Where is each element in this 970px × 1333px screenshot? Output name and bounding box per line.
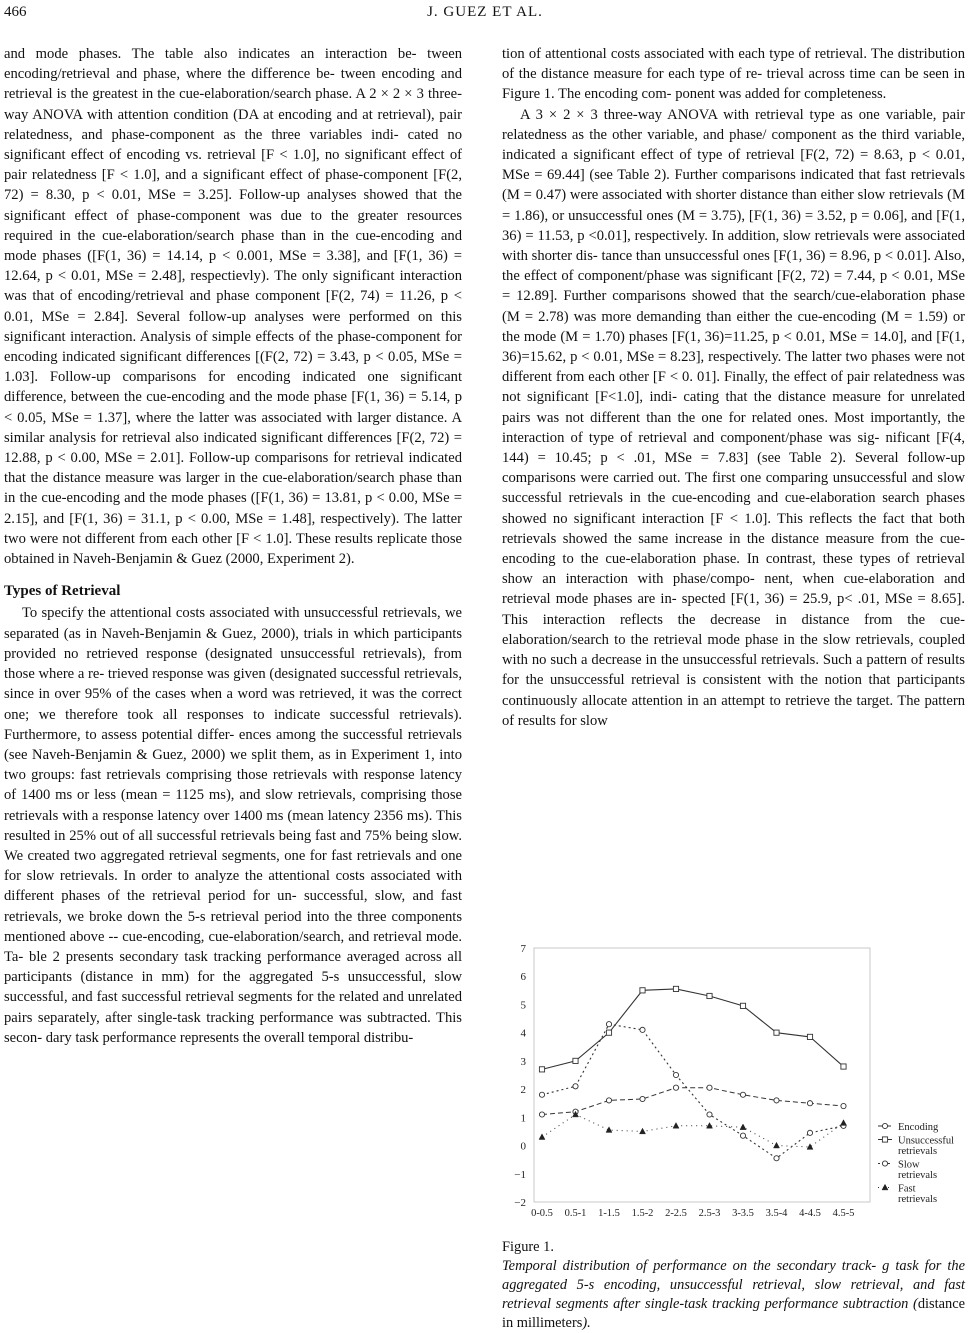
y-tick-label: 3 (520, 1055, 526, 1068)
paragraph: To specify the attentional costs associated with unsuccessful retrievals, we separated (as in Naveh-Benjamin & Guez, 2000), trials in which participants provided no retrieved response (designated unsuccessful retrievals), from those where a re- trieved response was given (designated successful retrievals, since in over 95% of the cases when a word was retrieved, it was the correct one; we therefore took all responses to indicate successful retrievals). Furthermore, to assess potential differ- ences among the successful retrievals (see Naveh-Benjamin & Guez, 2000) we split them, as in Experiment 1, into two groups: fast retrievals comprising those retrievals with response latency of 1400 ms or less (mean = 1125 ms), and slow retrievals, comprising those retrievals with a response latency over 1400 ms (mean latency 2356 ms). This resulted in 25% out of all successful retrievals being fast and 75% being slow. We created two aggregated retrieval segments, one for fast retrievals and one for slow retrievals. In order to analyze the attentional costs associated with different phases of the retrieval period for un- successful, slow, and fast retrievals, we broke down the 5-s retrieval period into the three components mentioned above -- cue-encoding, cue-elaboration/search, and retrieval mode. Ta- ble 2 presents secondary task tracking performance averaged across all participants (distance in mm) for the aggregated 5-s unsuccessful, slow successful, and fast successful retrieval segments for the related and unrelated pairs separately, after single-task tracking performance was subtracted. This secon- dary task performance represents the overall temporal distribu- (4, 605, 462, 1046)
series-3-point (673, 1072, 678, 1077)
right-column (502, 44, 965, 731)
x-tick-label: 0.5-1 (564, 1208, 587, 1219)
legend-label: retrievals (898, 1170, 938, 1181)
legend-label: Encoding (898, 1122, 939, 1133)
running-header (0, 4, 970, 28)
y-tick-label: 4 (520, 1027, 526, 1040)
legend-swatch-marker (882, 1161, 887, 1166)
paragraph: and mode phases. The table also indicates an interaction be- tween encoding/retrieval and phase, where the difference be- tween encoding and retrieval is the greatest in the cue-elaboration/search phase. A 2 × 2 × 3 three-way ANOVA with attention condition (DA at encoding and at retrieval), pair relatedness, and phase-component as the three variables indi- cated no significant effect of encoding vs. retrieval [F < 1.0], no significant effect of pair relatedness [F < 1.0], and a significant effect of phase-component [F(2, 72) = 8.30, p < 0.01, MSe = 3.25]. Follow-up analyses showed that the significant effect of phase-component was due to the greater resources required in the cue-elaboration/search phase than in the cue-encoding and mode phases ([F(1, 36) = 14.14, p < 0.001, MSe = 3.38], and [F(1, 36) = 12.64, p < 0.01, MSe = 2.48], respectievly). The only significant interaction was that of encoding/retrieval and phase component [F(2, 74) = 11.26, p < 0.01, MSe = 2.84]. Several follow-up analyses were performed on this significant interaction. Analysis of simple effects of the phase-component for encoding indicated significant differences [(F(2, 72) = 3.43, p < 0.05, MSe = 1.03]. Follow-up comparisons for encoding indicated one significant difference, between the cue-encoding and the mode phase [F(1, 36) = 5.14, p < 0.05, MSe = 1.37], where the latter was associated with larger distance. A similar analysis for retrieval also indicated significant differences [F(2, 72) = 12.88, p < 0.00, MSe = 2.01]. Follow-up comparisons for retrieval indicated that the distance measure was larger in the cue-elaboration/search phase than in the cue-encoding and the mode phases ([F(1, 36) = 13.81, p < 0.00, MSe = 2.15], and [F(1, 36) = 31.1, p < 0.00, MSe = 1.48], respectively). The latter two were not different from each other [F < 1.0]. These results replicate those obtained in Naveh-Benjamin & Guez (2000, Experiment 2). (4, 46, 462, 568)
y-tick-label: 0 (520, 1140, 526, 1153)
legend-label: Slow (898, 1159, 920, 1171)
series-2-point (807, 1034, 812, 1039)
series-4-point (539, 1134, 545, 1140)
series-1-point (740, 1092, 745, 1097)
series-3-point (807, 1130, 812, 1135)
x-tick-label: 0-0.5 (531, 1208, 553, 1219)
series-line-4 (542, 1115, 844, 1147)
series-2-point (673, 986, 678, 991)
paragraph: tion of attentional costs associated with each type of retrieval. The distribution of the distance measure for each type of re- trieval across time can be seen in Figure 1. The encoding com- ponent was added for completeness. (502, 46, 965, 103)
legend-label: Unsuccessful (898, 1135, 954, 1147)
figure-caption (502, 1238, 965, 1333)
series-2-point (640, 988, 645, 993)
series-1-point (640, 1096, 645, 1101)
series-1-point (774, 1098, 779, 1103)
figure-caption-paren: distance in millimeters (502, 1296, 965, 1331)
series-2-point (774, 1030, 779, 1035)
series-4-point (673, 1123, 679, 1129)
series-4-point (807, 1144, 813, 1150)
series-4-point (606, 1127, 612, 1133)
x-tick-label: 2-2.5 (665, 1208, 687, 1219)
x-tick-label: 1-1.5 (598, 1208, 620, 1219)
figure-caption-text: Temporal distribution of performance on the secondary track- g task for the aggregated 5-s encoding, unsuccessful retrieval, slow retrieval, and fast retrieval segments after single-task tracking performance subtraction ( (502, 1258, 965, 1312)
series-2-point (573, 1058, 578, 1063)
series-3-point (740, 1133, 745, 1138)
series-2-point (539, 1067, 544, 1072)
series-line-3 (542, 1024, 844, 1158)
x-tick-label: 3-3.5 (732, 1208, 754, 1219)
series-3-point (573, 1084, 578, 1089)
y-tick-label: 2 (520, 1084, 526, 1097)
line-chart (502, 938, 968, 1220)
series-1-point (539, 1112, 544, 1117)
x-tick-label: 3.5-4 (765, 1208, 788, 1219)
left-column (4, 44, 462, 1048)
legend-swatch-marker (882, 1184, 888, 1190)
series-4-point (841, 1120, 847, 1126)
series-3-point (774, 1156, 779, 1161)
y-tick-label: 6 (520, 971, 526, 984)
series-3-point (707, 1112, 712, 1117)
y-tick-label: −1 (514, 1168, 526, 1181)
series-2-point (606, 1030, 611, 1035)
y-tick-label: 5 (520, 999, 526, 1012)
plot-frame (534, 948, 870, 1202)
y-tick-label: −2 (514, 1197, 526, 1209)
y-tick-label: 7 (520, 943, 526, 955)
section-heading: Types of Retrieval (4, 583, 121, 600)
x-tick-label: 4-4.5 (799, 1208, 821, 1219)
series-1-point (841, 1103, 846, 1108)
y-tick-label: 1 (520, 1112, 526, 1125)
series-1-point (707, 1085, 712, 1090)
series-2-point (707, 993, 712, 998)
legend-swatch-marker (882, 1137, 887, 1142)
series-4-point (640, 1128, 646, 1134)
legend-label: retrievals (898, 1194, 938, 1205)
series-3-point (640, 1027, 645, 1032)
series-3-point (539, 1092, 544, 1097)
x-tick-label: 1.5-2 (631, 1208, 654, 1219)
legend-label: retrievals (898, 1146, 938, 1157)
running-title: J. GUEZ ET AL. (427, 4, 543, 20)
figure-1 (502, 938, 968, 1220)
series-line-2 (542, 989, 844, 1069)
series-1-point (807, 1101, 812, 1106)
series-4-point (774, 1142, 780, 1148)
x-tick-label: 4.5-5 (832, 1208, 855, 1219)
series-line-1 (542, 1088, 844, 1115)
figure-caption-end: ). (582, 1315, 591, 1331)
series-4-point (740, 1124, 746, 1130)
figure-caption-label: Figure 1. (502, 1239, 554, 1255)
page-number: 466 (4, 4, 27, 20)
paragraph: A 3 × 2 × 3 three-way ANOVA with retrieval type as one variable, pair relatedness as the other variable, and phase/ component as the third variable, indicated a significant effect of type of retrieval [F(2, 72) = 8.63, p < 0.01, MSe = 69.44] (see Table 2). Further comparisons indicated that fast retrievals (M = 0.47) were associated with shorter distance than either slow retrievals (M = 1.86), or unsuccessful ones (M = 3.75), [F(1, 36) = 3.52, p = 0.06], and [F(1, 36) = 11.53, p <0.01], respectively. In addition, slow retrievals were associated with shorter dis- tance than unsuccessful ones [F(1, 36) = 8.96, p < 0.01]. Also, the effect of component/phase was significant [F(2, 72) = 7.44, p < 0.01, MSe = 12.89]. Further comparisons showed that the search/cue-elaboration phase (M = 2.78) was more demanding than either the cue-encoding (M = 1.59) or the mode (M = 1.70) phases [F(1, 36)=11.25, p < 0.01, MSe = 14.0], and [F(1, 36)=15.62, p < 0.01, MSe = 8.23], respectively. The latter two phases were not different from each other [F < 0. 01]. Finally, the effect of pair relatedness was not significant [F<1.0], indi- cating that the distance measure for unrelated pairs was not different than the one for related ones. Most importantly, the interaction of type of retrieval and component/phase was sig- nificant [F(4, 144) = 10.45; p < .01, MSe = 7.83] (see Table 2). Several follow-up comparisons were carried out. The first one comparing unsuccessful and slow successful retrievals in the cue-encoding and cue-elaboration search phases showed no significant interaction [F < 1.0]. This reflects the fact that both retrievals showed the same increase in the distance measure from the cue-encoding to the cue-elaboration phase. In contrast, these types of retrieval show an interaction with phase/compo- nent, when cue-elaboration and retrieval mode phases are in- spected [F(1, 36) = 25.9, p< .01, MSe = 8.65]. This interaction reflects the decrease in distance from the cue-elaboration/search to the retrieval mode phase in the slow retrievals, coupled with no such a decrease in the unsuccessful retrievals. Such a pattern of results for the unsuccessful retrieval is consistent with the notion that participants continuously allocate attention in an attempt to retrieve the target. The pattern of results for slow (502, 106, 965, 729)
legend-label: Fast (898, 1183, 916, 1195)
series-2-point (740, 1003, 745, 1008)
legend-swatch-marker (882, 1123, 887, 1128)
series-2-point (841, 1064, 846, 1069)
series-3-point (606, 1022, 611, 1027)
x-tick-label: 2.5-3 (698, 1208, 721, 1219)
series-1-point (606, 1098, 611, 1103)
series-1-point (673, 1085, 678, 1090)
